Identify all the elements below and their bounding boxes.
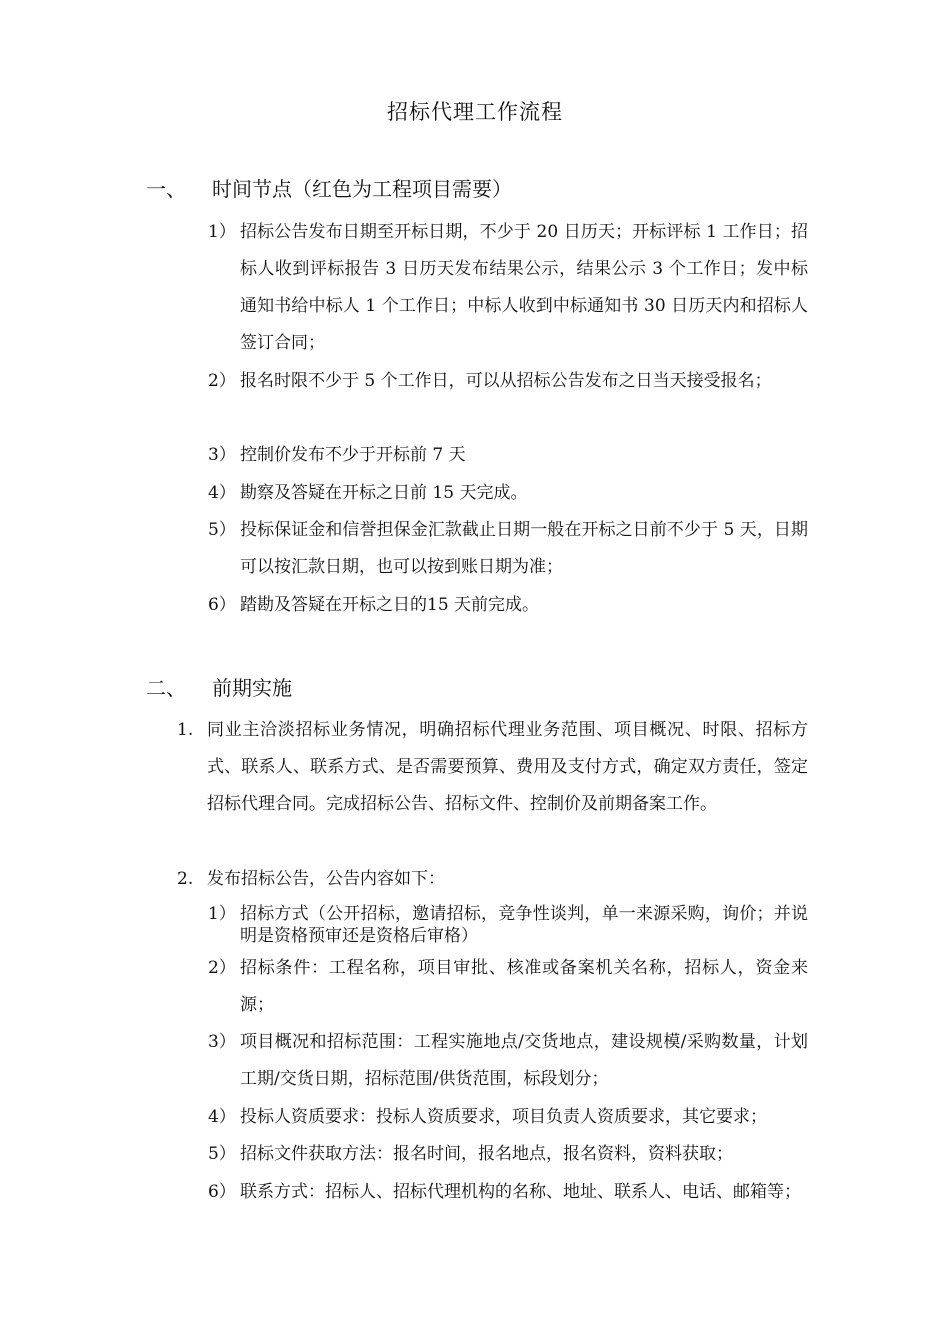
list-item <box>177 861 808 898</box>
list-item <box>208 363 808 400</box>
list-marker: 6） <box>208 1182 236 1202</box>
list-marker: 5） <box>208 1144 236 1164</box>
list-marker: 3） <box>208 1032 236 1052</box>
list-item-text: 投标人资质要求：投标人资质要求，项目负责人资质要求，其它要求； <box>240 1107 767 1127</box>
sub-list-item <box>208 1136 808 1173</box>
list-item-text: 招标条件：工程名称，项目审批、核准或备案机关名称，招标人，资金来源； <box>240 958 808 1015</box>
list-item-text: 招标方式（公开招标，邀请招标，竞争性谈判，单一来源采购，询价；并说明是资格预审还是资格后审格） <box>240 904 808 946</box>
list-marker: 4） <box>208 483 236 503</box>
list-item <box>208 512 808 586</box>
list-marker: 5） <box>208 520 236 540</box>
section-number: 一、 <box>146 177 186 201</box>
list-marker: 1） <box>208 222 236 242</box>
list-marker: 1） <box>208 904 236 924</box>
list-marker: 3） <box>208 445 236 465</box>
section-number: 二、 <box>146 676 186 700</box>
list-item-text: 踏勘及答疑在开标之日的15 天前完成。 <box>240 595 540 615</box>
list-item <box>208 587 808 624</box>
section-heading-time-nodes <box>146 173 512 202</box>
section-title: 时间节点（红色为工程项目需要） <box>212 177 512 201</box>
list-item <box>208 214 808 362</box>
list-item-text: 同业主洽淡招标业务情况，明确招标代理业务范围、项目概况、时限、招标方式、联系人、联系方式、是否需要预算、费用及支付方式，确定双方责任，签定招标代理合同。完成招标公告、招标文件、控制价及前期备案工作。 <box>207 720 808 814</box>
list-item-text: 项目概况和招标范围：工程实施地点/交货地点，建设规模/采购数量，计划工期/交货日期，招标范围/供货范围，标段划分； <box>240 1032 808 1089</box>
list-item-text: 招标文件获取方法：报名时间，报名地点，报名资料，资料获取； <box>240 1144 733 1164</box>
list-marker: 2） <box>208 958 236 978</box>
list-item-text: 发布招标公告，公告内容如下： <box>207 869 445 889</box>
list-item-text: 控制价发布不少于开标前 7 天 <box>240 445 466 465</box>
list-item-text: 招标公告发布日期至开标日期，不少于 20 日历天；开标评标 1 工作日；招标人收到评标报告 3 日历天发布结果公示，结果公示 3 个工作日；发中标通知书给中标人 1 个工作日；中标人收到中标通知书 30 日历天内和招标人签订合同； <box>240 222 808 353</box>
list-item-text: 报名时限不少于 5 个工作日，可以从招标公告发布之日当天接受报名； <box>240 371 772 391</box>
list-item <box>177 712 808 823</box>
sub-list-item <box>208 903 808 947</box>
sub-list-item <box>208 950 808 1024</box>
list-marker: 2） <box>208 371 236 391</box>
document-title: 招标代理工作流程 <box>387 100 563 124</box>
list-item-text: 联系方式：招标人、招标代理机构的名称、地址、联系人、电话、邮箱等； <box>240 1182 801 1202</box>
section-heading-preliminary <box>146 672 292 701</box>
list-marker: 1. <box>177 720 194 740</box>
list-item-text: 投标保证金和信誉担保金汇款截止日期一般在开标之日前不少于 5 天，日期可以按汇款日期，也可以按到账日期为准； <box>240 520 808 577</box>
list-item-text: 勘察及答疑在开标之日前 15 天完成。 <box>240 483 528 503</box>
list-marker: 4） <box>208 1107 236 1127</box>
sub-list-item <box>208 1024 808 1098</box>
list-marker: 2. <box>177 869 194 889</box>
sub-list-item <box>208 1174 808 1211</box>
list-item <box>208 437 808 474</box>
list-marker: 6） <box>208 595 236 615</box>
section-title: 前期实施 <box>212 676 292 700</box>
sub-list-item <box>208 1099 808 1136</box>
list-item <box>208 475 808 512</box>
